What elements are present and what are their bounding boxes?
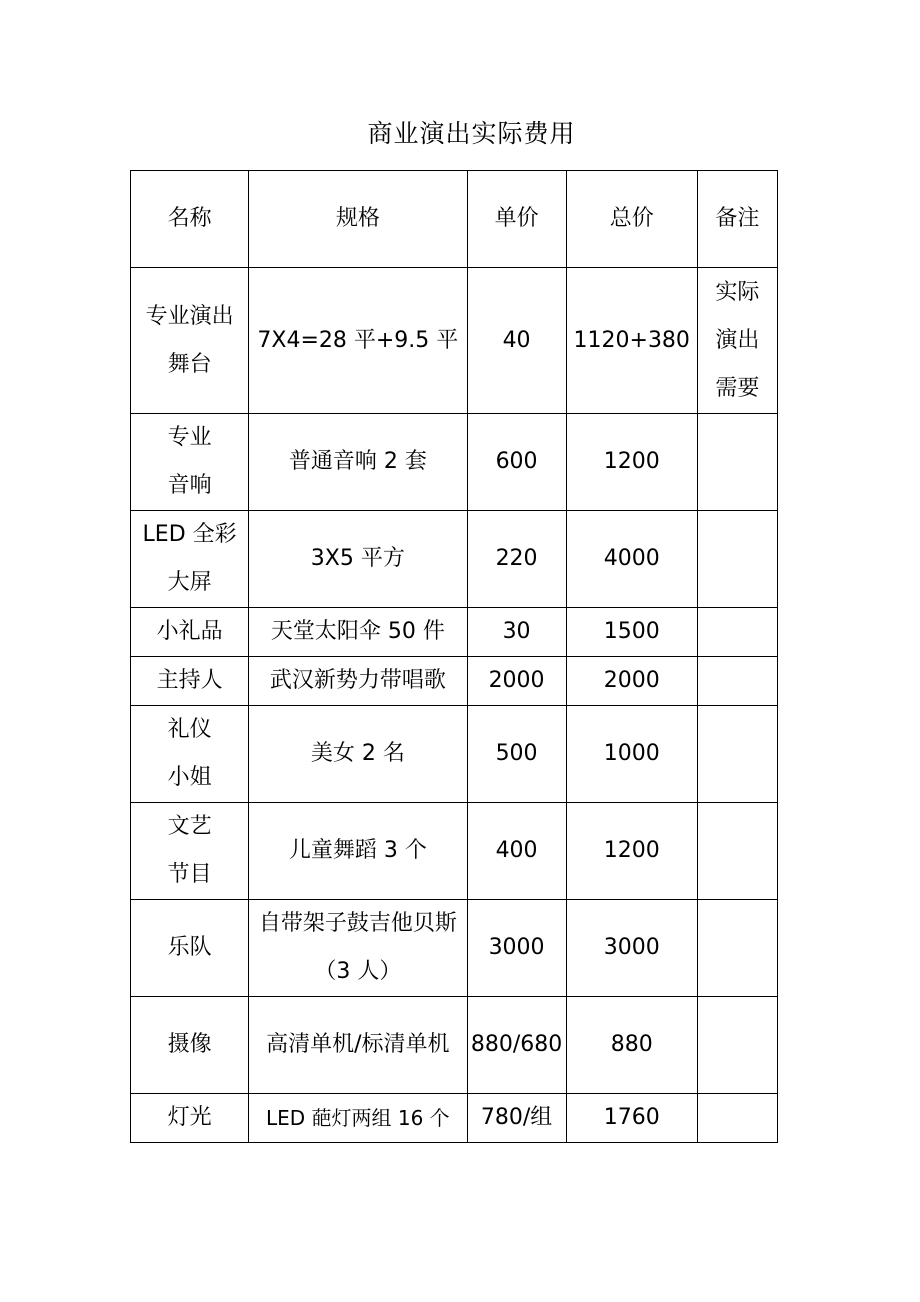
header-note-text: 备注 xyxy=(715,206,760,231)
header-spec: 规格 xyxy=(249,171,467,268)
cell-total-price: 2000 xyxy=(566,657,697,706)
cell-note xyxy=(697,803,777,900)
cell-note xyxy=(697,511,777,608)
header-name: 名称 xyxy=(131,171,249,268)
cell-note xyxy=(697,900,777,997)
cell-total-price: 1000 xyxy=(566,706,697,803)
cell-total-price: 1120+380 xyxy=(566,268,697,414)
cell-note xyxy=(697,1094,777,1143)
cell-total-price: 880 xyxy=(566,997,697,1094)
cell-name xyxy=(131,803,249,900)
cell-unit-price: 40 xyxy=(467,268,566,414)
table-row xyxy=(131,414,778,511)
cell-name-text: LED 全彩大屏 xyxy=(142,522,237,595)
cell-note-text: 实际演出需要 xyxy=(715,279,760,401)
table-row xyxy=(131,706,778,803)
table-row xyxy=(131,511,778,608)
cell-unit-price: 30 xyxy=(467,608,566,657)
cell-unit-price: 500 xyxy=(467,706,566,803)
cell-spec: 美女 2 名 xyxy=(249,706,467,803)
cell-note xyxy=(697,997,777,1094)
table-row xyxy=(131,997,778,1094)
cell-name xyxy=(131,414,249,511)
cell-total-price: 3000 xyxy=(566,900,697,997)
cell-name: 灯光 xyxy=(131,1094,249,1143)
cell-note xyxy=(697,608,777,657)
cell-spec xyxy=(249,997,467,1094)
cell-total-price: 1200 xyxy=(566,803,697,900)
cell-name-text: 专业演出舞台 xyxy=(145,303,234,377)
cell-spec-text: 高清单机/标清单机 xyxy=(266,1032,450,1057)
cell-unit-price: 600 xyxy=(467,414,566,511)
cell-name-text: 礼仪小姐 xyxy=(167,717,212,790)
cell-unit-price: 780/组 xyxy=(467,1094,566,1143)
cell-unit-price: 220 xyxy=(467,511,566,608)
cell-name xyxy=(131,268,249,414)
cell-name xyxy=(131,706,249,803)
cell-note xyxy=(697,706,777,803)
header-total-price: 总价 xyxy=(566,171,697,268)
cell-name xyxy=(131,511,249,608)
cell-total-price: 4000 xyxy=(566,511,697,608)
document-title: 商业演出实际费用 xyxy=(367,119,576,148)
cell-spec xyxy=(249,900,467,997)
cell-name-text: 专业音响 xyxy=(167,425,212,498)
cell-total-price: 1760 xyxy=(566,1094,697,1143)
cell-spec: 武汉新势力带唱歌 xyxy=(249,657,467,706)
header-unit-price: 单价 xyxy=(467,171,566,268)
cost-table xyxy=(130,170,778,1143)
cell-total-price: 1500 xyxy=(566,608,697,657)
cell-note xyxy=(697,657,777,706)
cell-total-price: 1200 xyxy=(566,414,697,511)
table-row xyxy=(131,803,778,900)
cell-name-text: 文艺节目 xyxy=(167,814,212,887)
cell-name: 乐队 xyxy=(131,900,249,997)
table-row xyxy=(131,900,778,997)
table-header-row xyxy=(131,171,778,268)
cell-name: 主持人 xyxy=(131,657,249,706)
cell-spec-text: 自带架子鼓吉他贝斯（3 人） xyxy=(258,911,457,984)
cell-unit-price: 3000 xyxy=(467,900,566,997)
header-note xyxy=(697,171,777,268)
table-row xyxy=(131,268,778,414)
cell-name: 小礼品 xyxy=(131,608,249,657)
table-row xyxy=(131,1094,778,1143)
cell-spec: LED 葩灯两组 16 个 xyxy=(249,1094,467,1143)
table-row xyxy=(131,608,778,657)
cell-unit-price: 880/680 xyxy=(467,997,566,1094)
cell-spec: 儿童舞蹈 3 个 xyxy=(249,803,467,900)
cell-spec: 普通音响 2 套 xyxy=(249,414,467,511)
cell-unit-price: 2000 xyxy=(467,657,566,706)
table-row xyxy=(131,657,778,706)
cell-unit-price: 400 xyxy=(467,803,566,900)
cell-note xyxy=(697,414,777,511)
cell-spec: 3X5 平方 xyxy=(249,511,467,608)
cell-spec: 7X4=28 平+9.5 平 xyxy=(249,268,467,414)
cell-spec: 天堂太阳伞 50 件 xyxy=(249,608,467,657)
cell-note xyxy=(697,268,777,414)
cell-name: 摄像 xyxy=(131,997,249,1094)
